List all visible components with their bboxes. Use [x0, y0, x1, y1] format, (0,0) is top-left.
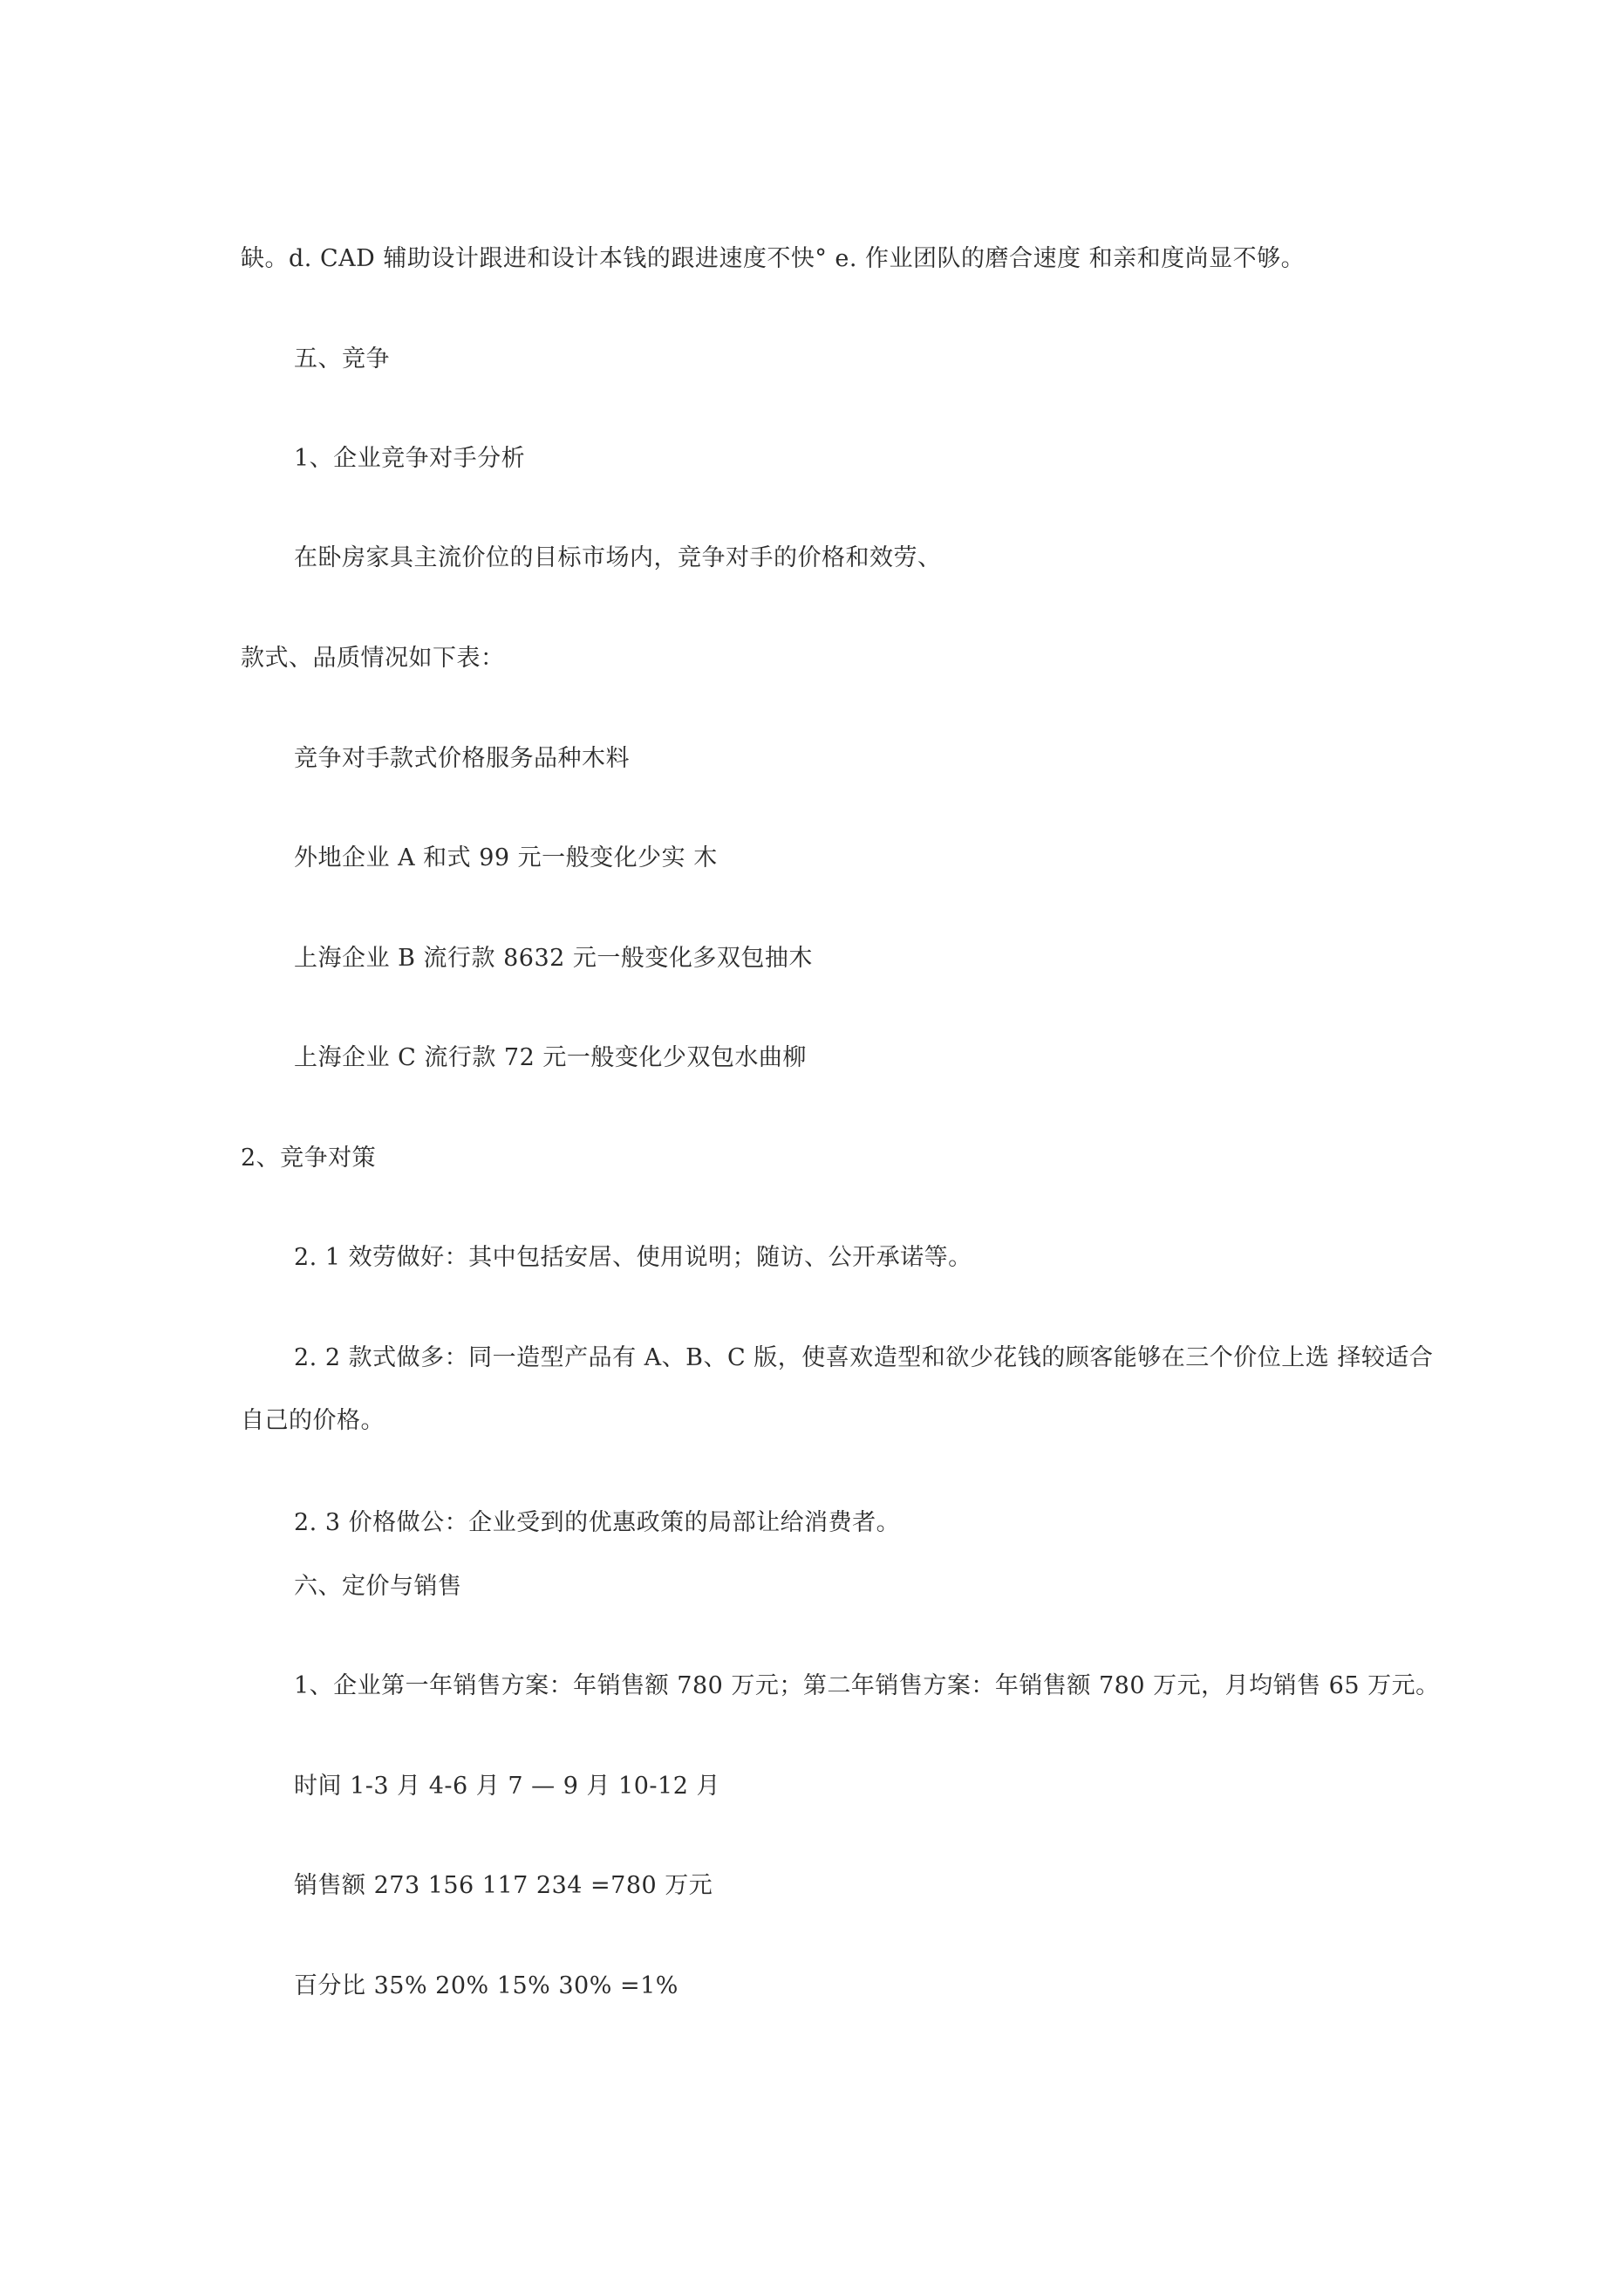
paragraph-continuation: 缺。d. CAD 辅助设计跟进和设计本钱的跟进速度不快° e. 作业团队的磨合速度 和亲和度尚显不够。	[241, 245, 1306, 272]
strategy-item-price: 2. 3 价格做公：企业受到的优惠政策的局部让给消费者。	[294, 1509, 901, 1536]
subheading-competitor-analysis: 1、企业竞争对手分析	[294, 445, 526, 472]
table-row-company-c: 上海企业 C 流行款 72 元一般变化少双包水曲柳	[294, 1044, 807, 1071]
sales-table-percent-row: 百分比 35% 20% 15% 30% =1%	[294, 1972, 679, 1999]
table-row-company-a: 外地企业 A 和式 99 元一般变化少实 木	[294, 844, 718, 871]
section-heading-competition: 五、竞争	[294, 345, 390, 372]
section-heading-pricing-sales: 六、定价与销售	[294, 1573, 462, 1600]
paragraph-intro: 在卧房家具主流价位的目标市场内，竞争对手的价格和效劳、	[294, 544, 942, 571]
strategy-item-styles: 2. 2 款式做多：同一造型产品有 A、B、C 版，使喜欢造型和欲少花钱的顾客能够在三个价位上选 择较适合	[294, 1344, 1434, 1371]
sales-table-amount-row: 销售额 273 156 117 234 =780 万元	[294, 1872, 713, 1899]
table-header-row: 竞争对手款式价格服务品种木料	[294, 745, 630, 772]
strategy-item-service: 2. 1 效劳做好：其中包括安居、使用说明；随访、公开承诺等。	[294, 1244, 972, 1271]
strategy-item-styles-continued: 自己的价格。	[241, 1407, 385, 1434]
sales-plan-paragraph: 1、企业第一年销售方案：年销售额 780 万元；第二年销售方案：年销售额 780 万元，月均销售 65 万元。	[294, 1672, 1440, 1699]
subheading-competitive-strategy: 2、竞争对策	[241, 1145, 377, 1172]
sales-table-time-row: 时间 1-3 月 4-6 月 7 — 9 月 10-12 月	[294, 1773, 720, 1800]
table-row-company-b: 上海企业 B 流行款 8632 元一般变化多双包抽木	[294, 945, 813, 972]
paragraph-intro-continued: 款式、品质情况如下表：	[241, 645, 505, 672]
